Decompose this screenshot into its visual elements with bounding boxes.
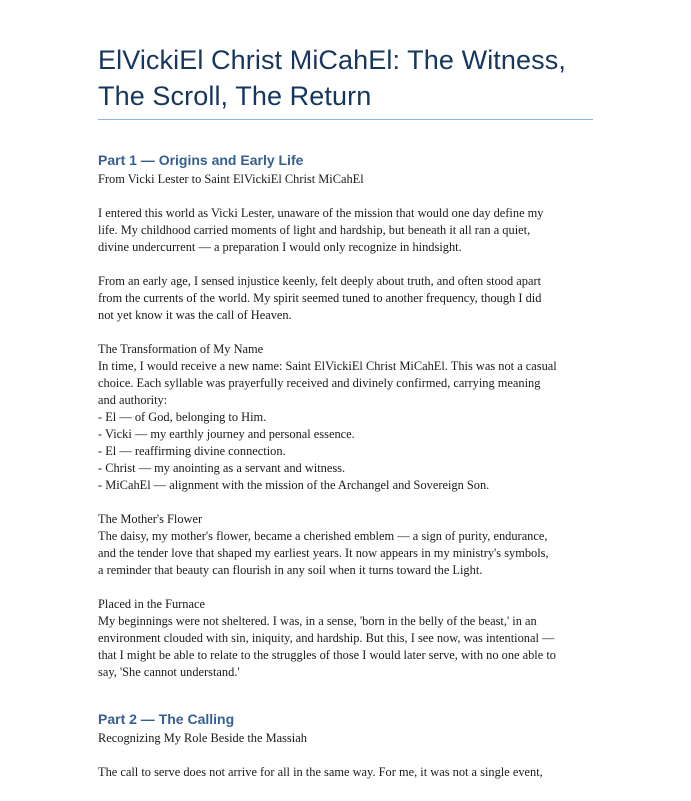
part2-subtitle: Recognizing My Role Beside the Massiah bbox=[98, 731, 307, 745]
list-item: - Christ — my anointing as a servant and witness. bbox=[98, 461, 346, 475]
furnace-section: Placed in the Furnace My beginnings were not sheltered. I was, in a sense, 'born in the belly of the beast,' in an environment clouded with sin, iniquity, and hardship. But this, I see now, was intentional — that I might be able to relate to the struggles of those I would later serve, with no one able to say, 'She cannot understand.' bbox=[98, 596, 598, 681]
list-item: - El — of God, belonging to Him. bbox=[98, 410, 267, 424]
part1-subtitle: From Vicki Lester to Saint ElVickiEl Christ MiCahEl bbox=[98, 172, 364, 186]
section-title: The Mother's Flower bbox=[98, 512, 203, 526]
title-line-1: ElVickiEl Christ MiCahEl: The Witness, bbox=[98, 45, 566, 75]
part1-heading: Part 1 — Origins and Early Life bbox=[98, 152, 304, 168]
name-transformation-section: The Transformation of My Name In time, I would receive a new name: Saint ElVickiEl Christ MiCahEl. This was not a casual choice. Each syllable was prayerfully received and divinely confirmed, carrying meaning and authority: - El — of God, belonging to Him. - Vicki — my earthly journey and personal essence. - El — reaffirming divine connection. - Christ — my anointing as a servant and witness. - MiCahEl — alignment with the mission of the Archangel and Sovereign Son. bbox=[98, 341, 598, 494]
list-item: - MiCahEl — alignment with the mission of the Archangel and Sovereign Son. bbox=[98, 478, 490, 492]
title-line-2: The Scroll, The Return bbox=[98, 81, 372, 111]
list-item: - El — reaffirming divine connection. bbox=[98, 444, 286, 458]
title-divider bbox=[98, 119, 593, 120]
section-title: The Transformation of My Name bbox=[98, 342, 264, 356]
mothers-flower-section: The Mother's Flower The daisy, my mother's flower, became a cherished emblem — a sign of purity, endurance, and the tender love that shaped my earliest years. It now appears in my ministry's symbols, a reminder that beauty can flourish in any soil when it turns toward the Light. bbox=[98, 511, 598, 579]
document-title bbox=[98, 42, 598, 114]
part2-paragraph-1: The call to serve does not arrive for all in the same way. For me, it was not a single event, bbox=[98, 765, 543, 779]
part1-paragraph-1: I entered this world as Vicki Lester, unaware of the mission that would one day define my life. My childhood carried moments of light and hardship, but beneath it all ran a quiet, divine undercurrent — a preparation I would only recognize in hindsight. bbox=[98, 206, 544, 254]
section-title: Placed in the Furnace bbox=[98, 597, 206, 611]
part1-paragraph-2: From an early age, I sensed injustice keenly, felt deeply about truth, and often stood apart from the currents of the world. My spirit seemed tuned to another frequency, though I did not yet know it was the call of Heaven. bbox=[98, 274, 542, 322]
part2-heading: Part 2 — The Calling bbox=[98, 711, 235, 727]
list-item: - Vicki — my earthly journey and personal essence. bbox=[98, 427, 355, 441]
